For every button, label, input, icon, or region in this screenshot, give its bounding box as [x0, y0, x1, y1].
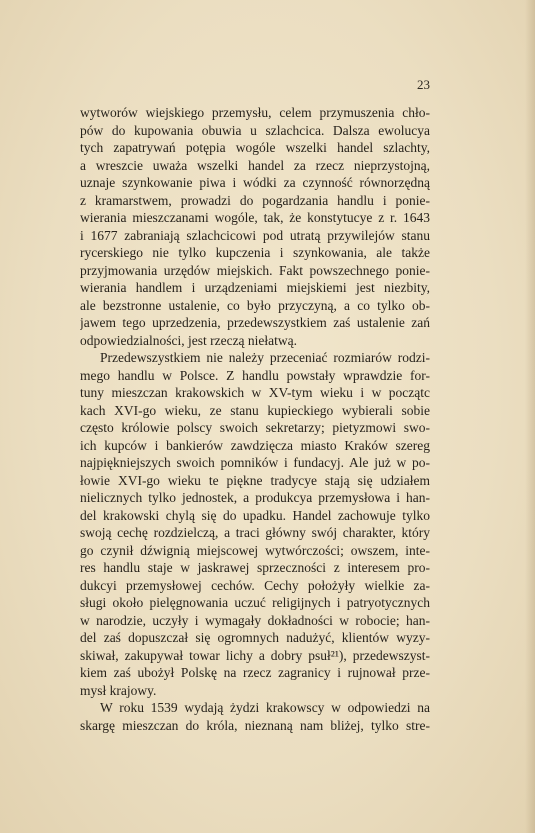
- text-line: ich kupców i bankierów zawdzięcza miasto Kraków szereg: [80, 437, 430, 453]
- text-line: z kramarstwem, prowadzi do pogardzania handlu i ponie-: [80, 192, 430, 208]
- text-line: Przedewszystkiem nie należy przeceniać rozmiarów rodzi-: [100, 350, 430, 365]
- text-line: tuny mieszczan krakowskich w XV-tym wieku i w początc: [80, 385, 430, 400]
- text-line: a wreszcie uważa wszelki handel za rzecz nieprzystojną,: [80, 157, 430, 173]
- text-line: mysł krajowy.: [80, 682, 157, 698]
- page-edge-shadow: [525, 0, 535, 833]
- text-line: go czynił dźwignią miejscowej wytwórczości; owszem, inte-: [80, 542, 430, 558]
- text-line: skiwał, zakupywał towar lichy a dobry psuł²¹), przedewszyst-: [80, 647, 430, 663]
- text-line: uznaje szynkowanie piwa i wódki za czynność równorzędną: [80, 175, 430, 190]
- page-number: 23: [417, 77, 430, 92]
- text-line: często królowie polscy swoich sekretarzy; pietyzmowi swo-: [80, 420, 430, 435]
- text-line: wytworów wiejskiego przemysłu, celem przymuszenia chło-: [80, 105, 430, 120]
- text-line: przyjmowania urzędów miejskich. Fakt powszechnego ponie-: [80, 262, 430, 278]
- text-line: kach XVI-go wieku, ze stanu kupieckiego wybierali sobie: [80, 402, 430, 418]
- text-line: mego handlu w Polsce. Z handlu powstały wprawdzie for-: [80, 367, 430, 383]
- text-line: sługi około pielęgnowania uczuć religijnych i patryotycznych: [80, 595, 430, 610]
- text-line: w narodzie, uczyły i wymagały dokładności w robocie; han-: [80, 612, 430, 628]
- text-line: skargę mieszczan do króla, nieznaną nam bliżej, tylko stre-: [80, 717, 430, 733]
- text-line: ale bezstronne ustalenie, co było przyczyną, a co tylko ob-: [80, 297, 430, 313]
- text-line: res handlu staje w jaskrawej sprzeczności z interesem pro-: [80, 560, 430, 575]
- text-line: wierania mieszczanami wogóle, tak, że konstytucye z r. 1643: [80, 210, 430, 225]
- text-line: nielicznych tylko jednostek, a produkcya przemysłowa i han-: [80, 490, 430, 505]
- text-line: del zaś dopuszczał się ogromnych nadużyć, klientów wyzy-: [80, 630, 430, 645]
- text-line: kiem zaś ubożył Polskę na rzecz zagranicy i rujnował prze-: [80, 665, 430, 680]
- text-line: pów do kupowania obuwia u szlachcica. Dalsza ewolucya: [80, 122, 430, 138]
- text-line: tych zapatrywań potępia wogóle wszelki handel szlachty,: [80, 140, 430, 155]
- text-line: odpowiedzialności, jest rzeczą niełatwą.: [80, 332, 298, 348]
- text-line: dukcyi przemysłowej cechów. Cechy położyły wielkie za-: [80, 577, 430, 593]
- text-line: łowie XVI-go wieku te piękne tradycye stają się udziałem: [80, 472, 430, 488]
- text-line: wierania handlem i urządzeniami miejskiemi jest niezbity,: [80, 280, 430, 295]
- text-line: jawem tego uprzedzenia, przedewszystkiem zaś ustalenie zań: [80, 315, 430, 330]
- text-line: W roku 1539 wydają żydzi krakowscy w odpowiedzi na: [100, 700, 430, 715]
- text-line: swoją cechę rozdzielczą, a traci główny swój charakter, który: [80, 525, 430, 540]
- text-line: del krakowski chylą się do upadku. Handel zachowuje tylko: [80, 507, 430, 523]
- text-line: najpiękniejszych swoich pomników i fundacyj. Ale już w po-: [80, 455, 430, 470]
- text-line: rycerskiego nie tylko kupczenia i szynkowania, ale także: [80, 245, 430, 260]
- body-text: [80, 104, 430, 734]
- text-line: i 1677 zabraniają szlachcicowi pod utratą przywilejów stanu: [80, 227, 430, 243]
